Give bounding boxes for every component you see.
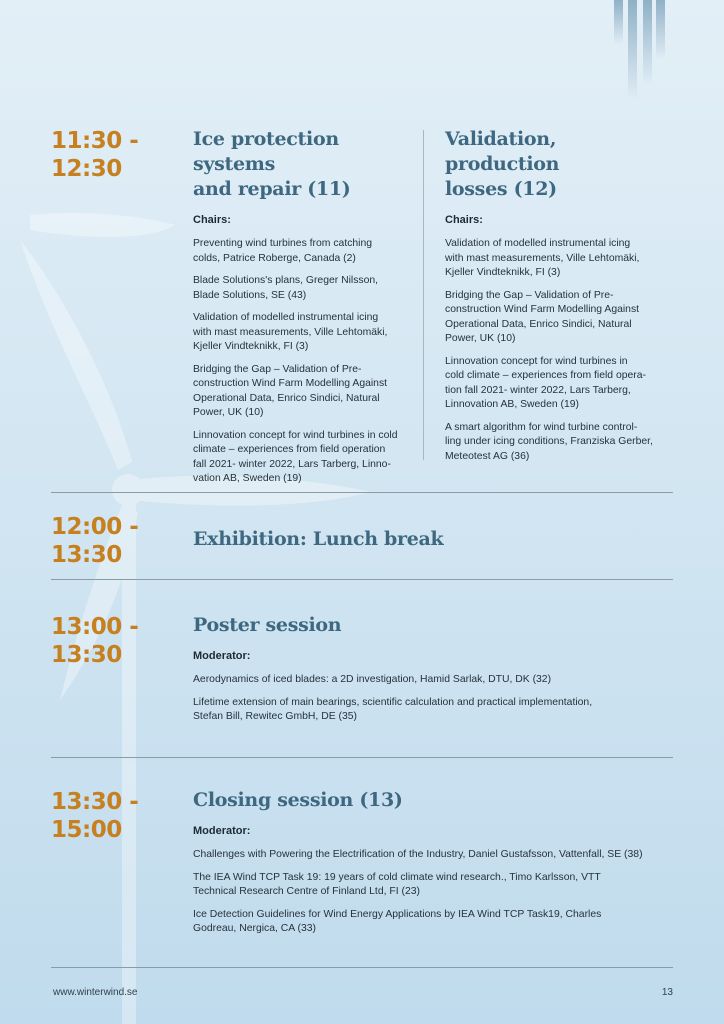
talk-item: The IEA Wind TCP Task 19: 19 years of cold climate wind research., Timo Karlsson, VTT Technical Research Centre of Finland Ltd, FI (23) — [193, 871, 601, 897]
session-ice-protection — [193, 127, 415, 495]
decorative-stripe — [643, 0, 652, 85]
session-poster — [193, 613, 663, 733]
time-start: 13:30 - — [51, 789, 139, 815]
moderator-label: Moderator: — [193, 825, 251, 837]
time-start: 13:00 - — [51, 614, 139, 640]
talk-item: Lifetime extension of main bearings, scientific calculation and practical implementation, Stefan Bill, Rewitec GmbH, DE (35) — [193, 696, 593, 722]
time-range — [51, 613, 138, 669]
moderator-label: Moderator: — [193, 650, 251, 662]
decorative-stripe — [656, 0, 665, 60]
session-lunch — [193, 527, 663, 552]
talk-list — [193, 673, 663, 725]
page-number: 13 — [661, 987, 673, 998]
time-end: 12:30 — [51, 156, 122, 182]
session-title: Poster session — [193, 614, 342, 636]
talk-item: Preventing wind turbines from catching colds, Patrice Roberge, Canada (2) — [193, 238, 373, 264]
session-title: Validation, production losses (12) — [445, 128, 560, 200]
talk-item: Aerodynamics of iced blades: a 2D investigation, Hamid Sarlak, DTU, DK (32) — [193, 674, 552, 685]
section-divider — [51, 757, 673, 758]
footer-url[interactable]: www.winterwind.se — [53, 987, 138, 998]
talk-item: Bridging the Gap – Validation of Pre- construction Wind Farm Modelling Against Operational Data, Enrico Sindici, Natural Power, UK (10) — [193, 363, 388, 418]
talk-item: A smart algorithm for wind turbine control- ling under icing conditions, Franziska Gerber, Meteotest AG (36) — [445, 421, 653, 462]
talk-item: Blade Solutions's plans, Greger Nilsson, Blade Solutions, SE (43) — [193, 275, 379, 301]
time-end: 15:00 — [51, 817, 122, 843]
time-end: 13:30 — [51, 542, 122, 568]
session-closing — [193, 788, 668, 945]
session-title: Ice protection systems and repair (11) — [193, 128, 351, 200]
time-range — [51, 127, 138, 183]
talk-item: Ice Detection Guidelines for Wind Energy Applications by IEA Wind TCP Task19, Charles Godreau, Nergica, CA (33) — [193, 908, 602, 934]
time-range — [51, 513, 138, 569]
talk-item: Linnovation concept for wind turbines in cold climate – experiences from field opera- tion fall 2021- winter 2022, Lars Tarberg, Linnovation AB, Sweden (19) — [445, 355, 646, 410]
talk-list — [193, 237, 415, 487]
talk-item: Validation of modelled instrumental icing with mast measurements, Ville Lehtomäki, Kjeller Vindteknikk, FI (3) — [193, 312, 388, 352]
decorative-stripe — [614, 0, 623, 45]
talk-item: Validation of modelled instrumental icing with mast measurements, Ville Lehtomäki, Kjeller Vindteknikk, FI (3) — [445, 238, 640, 278]
time-start: 12:00 - — [51, 514, 139, 540]
time-range — [51, 788, 138, 844]
time-start: 11:30 - — [51, 128, 139, 154]
time-end: 13:30 — [51, 642, 122, 668]
section-divider — [51, 492, 673, 493]
session-title: Exhibition: Lunch break — [193, 528, 444, 550]
chairs-label: Chairs: — [193, 214, 231, 226]
column-divider — [423, 130, 424, 460]
talk-item: Challenges with Powering the Electrification of the Industry, Daniel Gustafsson, Vattenfall, SE (38) — [193, 849, 643, 860]
session-validation — [445, 127, 675, 472]
decorative-stripe — [628, 0, 637, 100]
chairs-label: Chairs: — [445, 214, 483, 226]
footer-divider — [51, 967, 673, 968]
talk-item: Linnovation concept for wind turbines in cold climate – experiences from field operation fall 2021- winter 2022, Lars Tarberg, Linno- vation AB, Sweden (19) — [193, 429, 398, 484]
section-divider — [51, 579, 673, 580]
talk-item: Bridging the Gap – Validation of Pre- construction Wind Farm Modelling Against Operational Data, Enrico Sindici, Natural Power, UK (10) — [445, 289, 640, 344]
talk-list — [193, 848, 668, 937]
session-title: Closing session (13) — [193, 789, 403, 811]
talk-list — [445, 237, 675, 464]
